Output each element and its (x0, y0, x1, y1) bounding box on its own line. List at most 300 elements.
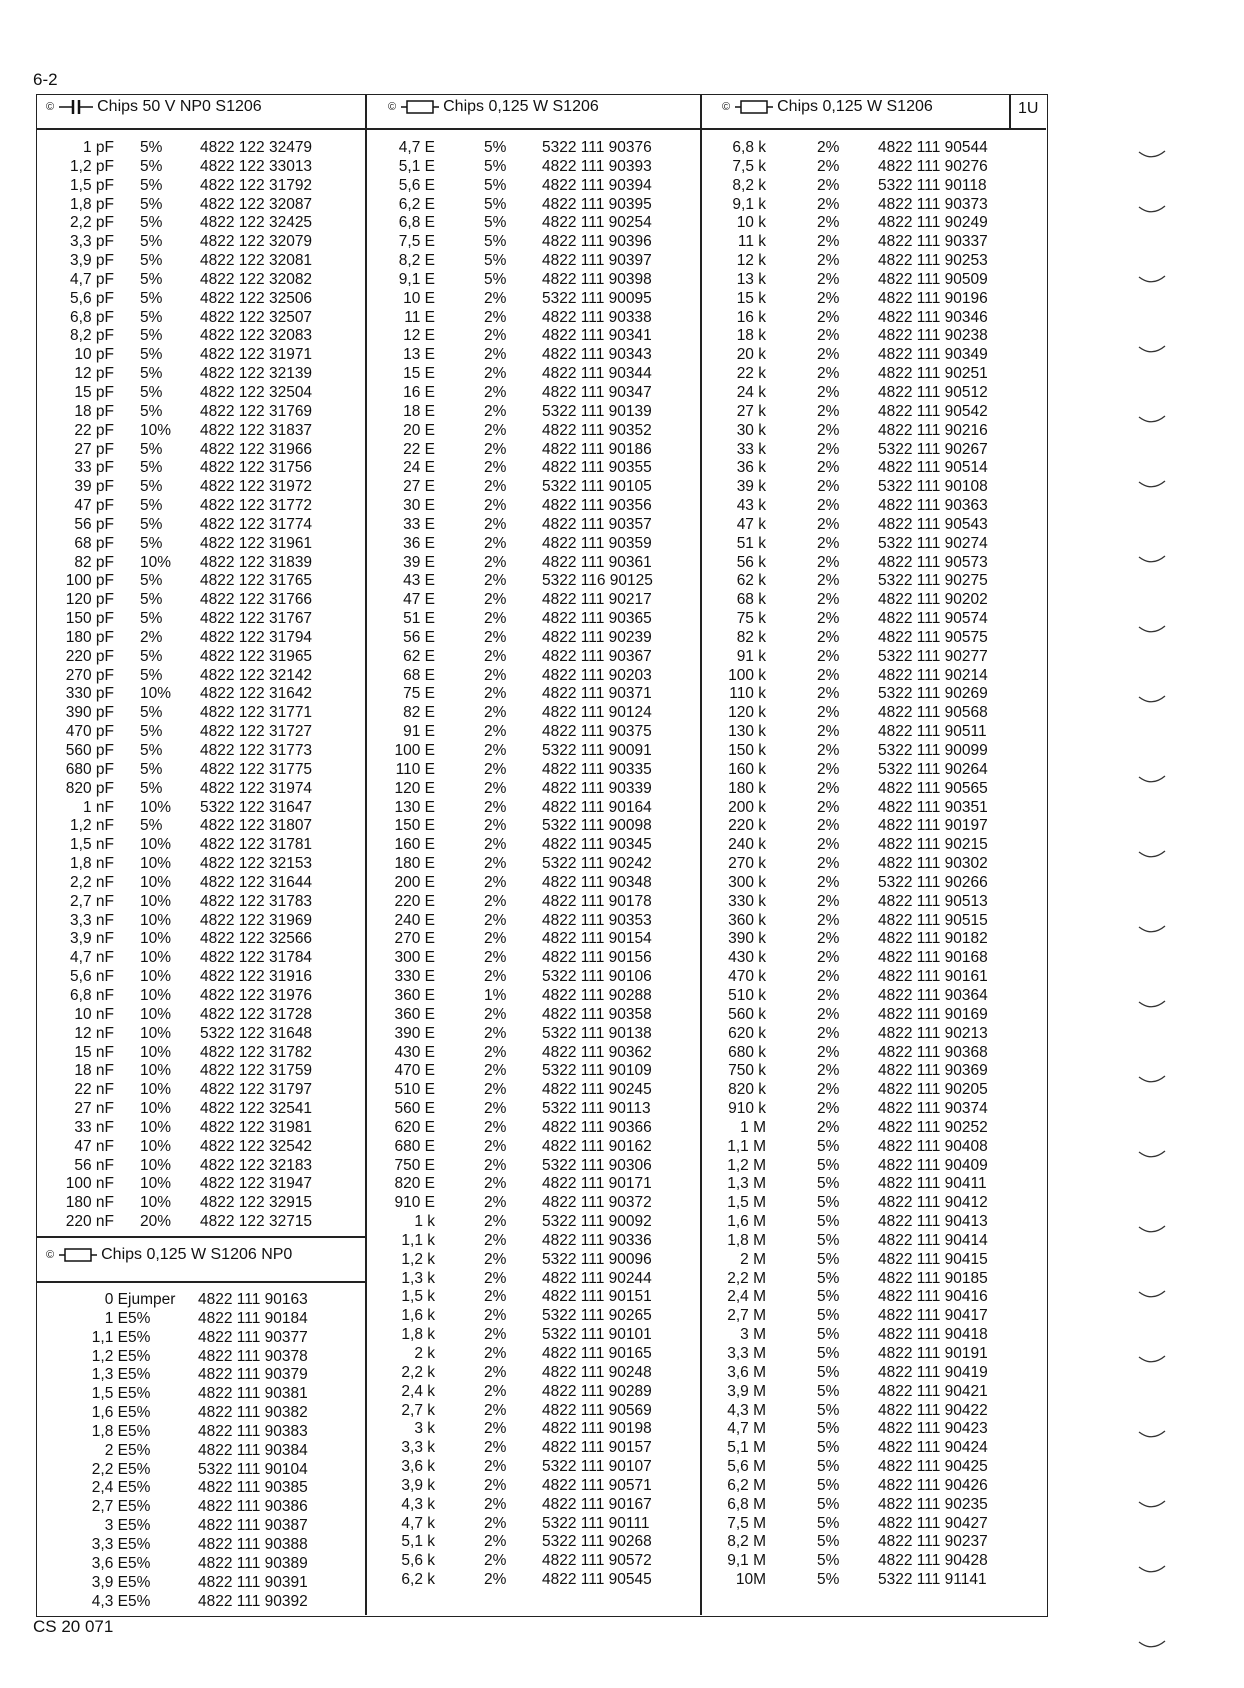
part-value: 240 k (728, 836, 766, 854)
part-number: 4822 111 90389 (198, 1554, 308, 1572)
table-row (36, 1479, 366, 1498)
tolerance: 5% (817, 1137, 840, 1155)
tolerance: 2% (484, 1250, 507, 1268)
part-number: 4822 122 31966 (200, 440, 313, 458)
tolerance: 5% (140, 270, 163, 288)
table-row (36, 309, 366, 328)
table-row (366, 233, 700, 252)
tolerance: 2% (817, 402, 840, 420)
part-value: 5,1 M (727, 1439, 766, 1457)
part-number: 5322 111 90376 (542, 139, 652, 156)
part-number: 4822 122 31974 (200, 779, 313, 797)
part-value: 15 k (736, 289, 766, 307)
table-row (701, 214, 1046, 233)
part-number: 4822 111 90365 (542, 610, 652, 628)
binder-mark-icon (1138, 1150, 1166, 1160)
tolerance: 2% (484, 1137, 507, 1155)
part-value: 91 E (403, 723, 435, 741)
table-row (366, 1515, 700, 1534)
part-value: 82 pF (74, 553, 114, 571)
table-row (701, 1420, 1046, 1439)
tolerance: 5% (484, 195, 507, 213)
table-row (366, 968, 700, 987)
part-value: 100 nF (65, 1175, 114, 1193)
part-number: 4822 111 90545 (542, 1571, 652, 1589)
tolerance: 5% (817, 1307, 840, 1325)
tolerance: 5% (817, 1213, 840, 1231)
part-number: 4822 111 90544 (878, 139, 988, 156)
table-row (701, 271, 1046, 290)
part-number: 4822 111 90351 (878, 798, 988, 816)
part-value: 100 pF (65, 572, 114, 590)
tolerance: 2% (484, 892, 507, 910)
part-number: 4822 111 90395 (542, 195, 652, 213)
part-number: 4822 111 90408 (878, 1137, 988, 1155)
tolerance: 2% (817, 760, 840, 778)
tolerance: 5% (140, 610, 163, 628)
part-number: 4822 111 90252 (878, 1118, 988, 1136)
part-value: 1,1 k (401, 1231, 435, 1249)
tolerance: 2% (484, 610, 507, 628)
tolerance: 5% (817, 1439, 840, 1457)
table-row (36, 177, 366, 196)
table-row (36, 667, 366, 686)
part-number: 5322 111 90104 (198, 1460, 308, 1478)
table-row (701, 855, 1046, 874)
table-row (36, 629, 366, 648)
part-value: 1,5 nF (70, 836, 114, 854)
part-value: 18 E (403, 402, 435, 420)
tolerance: 2% (484, 666, 507, 684)
table-row (701, 346, 1046, 365)
table-row (701, 365, 1046, 384)
part-value: 12 k (736, 252, 766, 270)
table-row (366, 930, 700, 949)
part-value: 11 E (404, 308, 435, 326)
part-number: 4822 122 31916 (200, 968, 313, 986)
part-value: 75 k (736, 610, 766, 628)
table-row (701, 459, 1046, 478)
part-value: 2 E (104, 1441, 128, 1459)
table-row (701, 799, 1046, 818)
tolerance: 2% (484, 1024, 507, 1042)
part-value: 82 k (736, 628, 766, 646)
table-row (36, 1062, 366, 1081)
part-value: 1 E (104, 1309, 128, 1327)
tolerance: 2% (484, 1326, 507, 1344)
part-number: 4822 111 90348 (542, 873, 652, 891)
part-number: 4822 122 31644 (200, 873, 313, 891)
part-number: 4822 111 90345 (542, 836, 652, 854)
part-number: 4822 111 90565 (878, 779, 988, 797)
tolerance: 2% (484, 855, 507, 873)
table-row (366, 1288, 700, 1307)
table-row (36, 365, 366, 384)
tolerance: 2% (484, 1382, 507, 1400)
part-value: 1,8 E (91, 1422, 128, 1440)
table-row (36, 459, 366, 478)
part-value: 270 pF (65, 666, 114, 684)
part-value: 13 k (736, 270, 766, 288)
table-row (701, 158, 1046, 177)
table-row (366, 704, 700, 723)
tolerance: 2% (484, 1307, 507, 1325)
tolerance: 5% (128, 1498, 151, 1516)
part-number: 4822 122 32542 (200, 1137, 313, 1155)
tolerance: 5% (128, 1404, 151, 1422)
part-number: 4822 111 90417 (878, 1307, 988, 1325)
part-value: 3 E (104, 1517, 128, 1535)
part-number: 4822 122 32079 (200, 233, 313, 251)
part-number: 4822 111 90154 (542, 930, 652, 948)
tolerance: 2% (484, 723, 507, 741)
tolerance: 5% (817, 1514, 840, 1532)
table-row (701, 1439, 1046, 1458)
tolerance: 2% (817, 836, 840, 854)
tolerance: 2% (817, 704, 840, 722)
table-row (36, 912, 366, 931)
tolerance: 2% (817, 723, 840, 741)
part-number: 4822 122 31971 (200, 346, 313, 364)
table-row (36, 836, 366, 855)
part-number: 4822 122 32479 (200, 139, 313, 156)
table-row (366, 1006, 700, 1025)
part-value: 16 k (736, 308, 766, 326)
part-number: 4822 111 90413 (878, 1213, 988, 1231)
part-number: 4822 111 90361 (542, 553, 652, 571)
part-number: 4822 122 31775 (200, 760, 313, 778)
part-number: 4822 111 90374 (878, 1100, 988, 1118)
part-value: 3,3 pF (70, 233, 114, 251)
part-value: 22 nF (74, 1081, 114, 1099)
part-value: 390 k (728, 930, 766, 948)
table-row (366, 1138, 700, 1157)
part-number: 4822 122 32507 (200, 308, 313, 326)
table-row (366, 1251, 700, 1270)
part-value: 2,2 nF (70, 873, 114, 891)
part-value: 56 pF (74, 515, 114, 533)
tolerance: 2% (817, 666, 840, 684)
tolerance: 2% (484, 497, 507, 515)
section-divider (36, 1281, 366, 1283)
part-number: 4822 122 32715 (200, 1213, 313, 1231)
resistor-parts-list-b (701, 139, 1046, 1590)
table-row (366, 384, 700, 403)
table-row (36, 817, 366, 836)
part-number: 5322 111 90265 (542, 1307, 652, 1325)
part-number: 4822 122 31797 (200, 1081, 313, 1099)
tolerance: 10% (140, 968, 172, 986)
tolerance: 5% (140, 308, 163, 326)
table-row (36, 968, 366, 987)
binder-mark-icon (1138, 1640, 1166, 1650)
part-number: 4822 111 90391 (198, 1573, 308, 1591)
tolerance: 2% (484, 346, 507, 364)
table-row (36, 346, 366, 365)
table-row (36, 403, 366, 422)
tolerance: 2% (817, 478, 840, 496)
part-value: 2,7 E (91, 1498, 128, 1516)
binder-mark-icon (1138, 1355, 1166, 1365)
tolerance: 2% (817, 176, 840, 194)
tolerance: 2% (484, 1081, 507, 1099)
part-value: 24 E (403, 459, 435, 477)
part-value: 7,5 M (727, 1514, 766, 1532)
tolerance: 2% (817, 1118, 840, 1136)
part-value: 3,3 M (727, 1345, 766, 1362)
table-row (701, 572, 1046, 591)
part-number: 4822 111 90253 (878, 252, 988, 270)
part-value: 5,1 E (398, 157, 435, 175)
table-row (701, 1194, 1046, 1213)
table-row (701, 535, 1046, 554)
part-number: 4822 122 31794 (200, 628, 313, 646)
part-number: 4822 111 90205 (878, 1081, 988, 1099)
section-title: Chips 50 V NP0 S1206 (97, 98, 262, 115)
tolerance: 2% (817, 591, 840, 609)
part-number: 4822 111 90341 (542, 327, 652, 345)
tolerance: 2% (817, 798, 840, 816)
table-row (366, 629, 700, 648)
table-row (366, 252, 700, 271)
table-row (36, 252, 366, 271)
table-row (36, 1555, 366, 1574)
part-value: 820 k (728, 1081, 766, 1099)
part-number: 4822 111 90427 (878, 1514, 988, 1532)
table-row (366, 1477, 700, 1496)
part-value: 4,7 M (727, 1420, 766, 1438)
part-number: 4822 111 90573 (878, 553, 988, 571)
part-value: 2,2 pF (70, 214, 114, 232)
part-number: 4822 111 90254 (542, 214, 652, 232)
tolerance: 10% (140, 1118, 172, 1136)
table-row (36, 1310, 366, 1329)
part-value: 1,2 k (401, 1250, 435, 1268)
tolerance: 5% (140, 534, 163, 552)
table-row (701, 1270, 1046, 1289)
part-value: 220 E (394, 892, 435, 910)
table-row (36, 855, 366, 874)
table-row (36, 1138, 366, 1157)
table-row (701, 780, 1046, 799)
part-value: 68 pF (74, 534, 114, 552)
part-number: 4822 111 90184 (198, 1309, 308, 1327)
table-row (701, 233, 1046, 252)
part-number: 4822 111 90289 (542, 1382, 652, 1400)
part-value: 4,7 k (401, 1514, 435, 1532)
part-value: 20 k (736, 346, 766, 364)
table-row (366, 516, 700, 535)
tolerance: 10% (140, 836, 172, 854)
part-number: 5322 111 90264 (878, 760, 988, 778)
part-value: 470 k (728, 968, 766, 986)
part-number: 4822 122 31981 (200, 1118, 313, 1136)
tolerance: 10% (140, 930, 172, 948)
tolerance: 5% (140, 252, 163, 270)
tolerance: 2% (484, 383, 507, 401)
part-value: 30 k (736, 421, 766, 439)
part-number: 4822 111 90191 (878, 1345, 988, 1362)
table-row (36, 1423, 366, 1442)
part-value: 68 k (736, 591, 766, 609)
part-number: 4822 122 32915 (200, 1194, 313, 1212)
tolerance: 5% (140, 157, 163, 175)
tolerance: 2% (484, 591, 507, 609)
tolerance: 2% (484, 760, 507, 778)
part-number: 4822 111 90379 (198, 1366, 308, 1384)
part-value: 47 E (403, 591, 435, 609)
tolerance: 10% (140, 1156, 172, 1174)
part-number: 4822 111 90338 (542, 308, 652, 326)
part-number: 4822 111 90378 (198, 1347, 308, 1365)
part-number: 4822 111 90165 (542, 1345, 652, 1362)
tolerance: 2% (817, 214, 840, 232)
part-value: 560 k (728, 1005, 766, 1023)
part-number: 4822 111 90167 (542, 1495, 652, 1513)
part-value: 100 k (728, 666, 766, 684)
part-number: 4822 111 90245 (542, 1081, 652, 1099)
table-row (366, 912, 700, 931)
part-value: 2,2 M (727, 1269, 766, 1287)
part-number: 4822 122 32504 (200, 383, 313, 401)
part-number: 4822 111 90215 (878, 836, 988, 854)
part-number: 4822 111 90151 (542, 1288, 652, 1306)
tolerance: 5% (140, 233, 163, 251)
tolerance: 2% (817, 1024, 840, 1042)
table-row (701, 836, 1046, 855)
part-value: 220 k (728, 817, 766, 835)
binder-mark-icon (1138, 925, 1166, 935)
part-number: 4822 111 90344 (542, 365, 652, 383)
table-row (36, 1157, 366, 1176)
capacitor-symbol-icon (59, 99, 93, 115)
part-value: 510 E (394, 1081, 435, 1099)
tolerance: 5% (128, 1460, 151, 1478)
part-number: 5322 111 90101 (542, 1326, 652, 1344)
table-row (366, 196, 700, 215)
part-number: 4822 122 31781 (200, 836, 313, 854)
part-number: 4822 111 90235 (878, 1495, 988, 1513)
part-number: 4822 111 90185 (878, 1269, 988, 1287)
part-number: 4822 111 90355 (542, 459, 652, 477)
tolerance: 5% (140, 742, 163, 759)
table-row (36, 384, 366, 403)
binder-mark-icon (1138, 205, 1166, 215)
tolerance: 5% (140, 139, 163, 156)
part-value: 18 k (736, 327, 766, 345)
part-number: 4822 111 90542 (878, 402, 988, 420)
part-number: 4822 111 90248 (542, 1363, 652, 1381)
tolerance: 5% (128, 1441, 151, 1459)
tolerance: 2% (484, 289, 507, 307)
tolerance: 10% (140, 1194, 172, 1212)
part-number: 4822 122 31972 (200, 478, 313, 496)
part-value: 27 nF (74, 1100, 114, 1118)
tolerance: 2% (484, 779, 507, 797)
part-value: 240 E (394, 911, 435, 929)
binder-mark-icon (1138, 695, 1166, 705)
tolerance: 5% (140, 346, 163, 364)
table-row (36, 761, 366, 780)
part-value: 1,2 pF (70, 157, 114, 175)
part-number: 4822 111 90276 (878, 157, 988, 175)
part-number: 4822 111 90164 (542, 798, 652, 816)
tolerance: 2% (817, 365, 840, 383)
part-value: 15 nF (74, 1043, 114, 1061)
tolerance: 2% (817, 252, 840, 270)
table-row (701, 1251, 1046, 1270)
part-value: 430 k (728, 949, 766, 967)
part-number: 4822 111 90412 (878, 1194, 988, 1212)
tolerance: 5% (817, 1288, 840, 1306)
table-row (36, 139, 366, 158)
part-number: 4822 111 90339 (542, 779, 652, 797)
part-value: 130 E (394, 798, 435, 816)
table-row (36, 1593, 366, 1612)
table-row (366, 1383, 700, 1402)
table-row (36, 1291, 366, 1310)
table-row (701, 893, 1046, 912)
tolerance: 5% (817, 1250, 840, 1268)
copyright-mark: © (388, 101, 397, 113)
part-number: 5322 111 90098 (542, 817, 652, 835)
part-number: 4822 122 31771 (200, 704, 313, 722)
tolerance: 2% (817, 628, 840, 646)
part-number: 4822 111 90249 (878, 214, 988, 232)
part-number: 4822 122 32183 (200, 1156, 313, 1174)
part-number: 4822 122 31728 (200, 1005, 313, 1023)
part-number: 4822 111 90362 (542, 1043, 652, 1061)
part-value: 2,4 E (91, 1479, 128, 1497)
table-row (36, 799, 366, 818)
part-number: 4822 122 32506 (200, 289, 313, 307)
part-value: 3,9 E (91, 1573, 128, 1591)
binder-mark-icon (1138, 1565, 1166, 1575)
table-row (366, 987, 700, 1006)
part-value: 10 k (736, 214, 766, 232)
tolerance: 2% (484, 402, 507, 420)
tolerance: 2% (817, 742, 840, 759)
tolerance: 5% (140, 214, 163, 232)
part-number: 4822 111 90383 (198, 1422, 308, 1440)
part-value: 180 pF (65, 628, 114, 646)
part-number: 4822 111 90509 (878, 270, 988, 288)
tolerance: 5% (128, 1347, 151, 1365)
table-row (701, 1477, 1046, 1496)
table-row (366, 214, 700, 233)
part-number: 4822 111 90372 (542, 1194, 652, 1212)
tolerance: 2% (817, 157, 840, 175)
tolerance: 5% (140, 515, 163, 533)
table-row (701, 742, 1046, 761)
table-row (366, 1100, 700, 1119)
part-value: 4,3 k (401, 1495, 435, 1513)
table-row (701, 1383, 1046, 1402)
table-row (701, 1345, 1046, 1364)
part-value: 8,2 pF (70, 327, 114, 345)
part-value: 1,5 M (727, 1194, 766, 1212)
part-value: 5,1 k (401, 1533, 435, 1551)
part-value: 5,6 E (398, 176, 435, 194)
part-value: 300 E (394, 949, 435, 967)
part-value: 18 nF (74, 1062, 114, 1080)
part-value: 150 E (394, 817, 435, 835)
table-row (36, 1175, 366, 1194)
tolerance: 2% (817, 610, 840, 628)
part-number: 4822 122 32087 (200, 195, 313, 213)
table-row (36, 422, 366, 441)
table-row (366, 742, 700, 761)
